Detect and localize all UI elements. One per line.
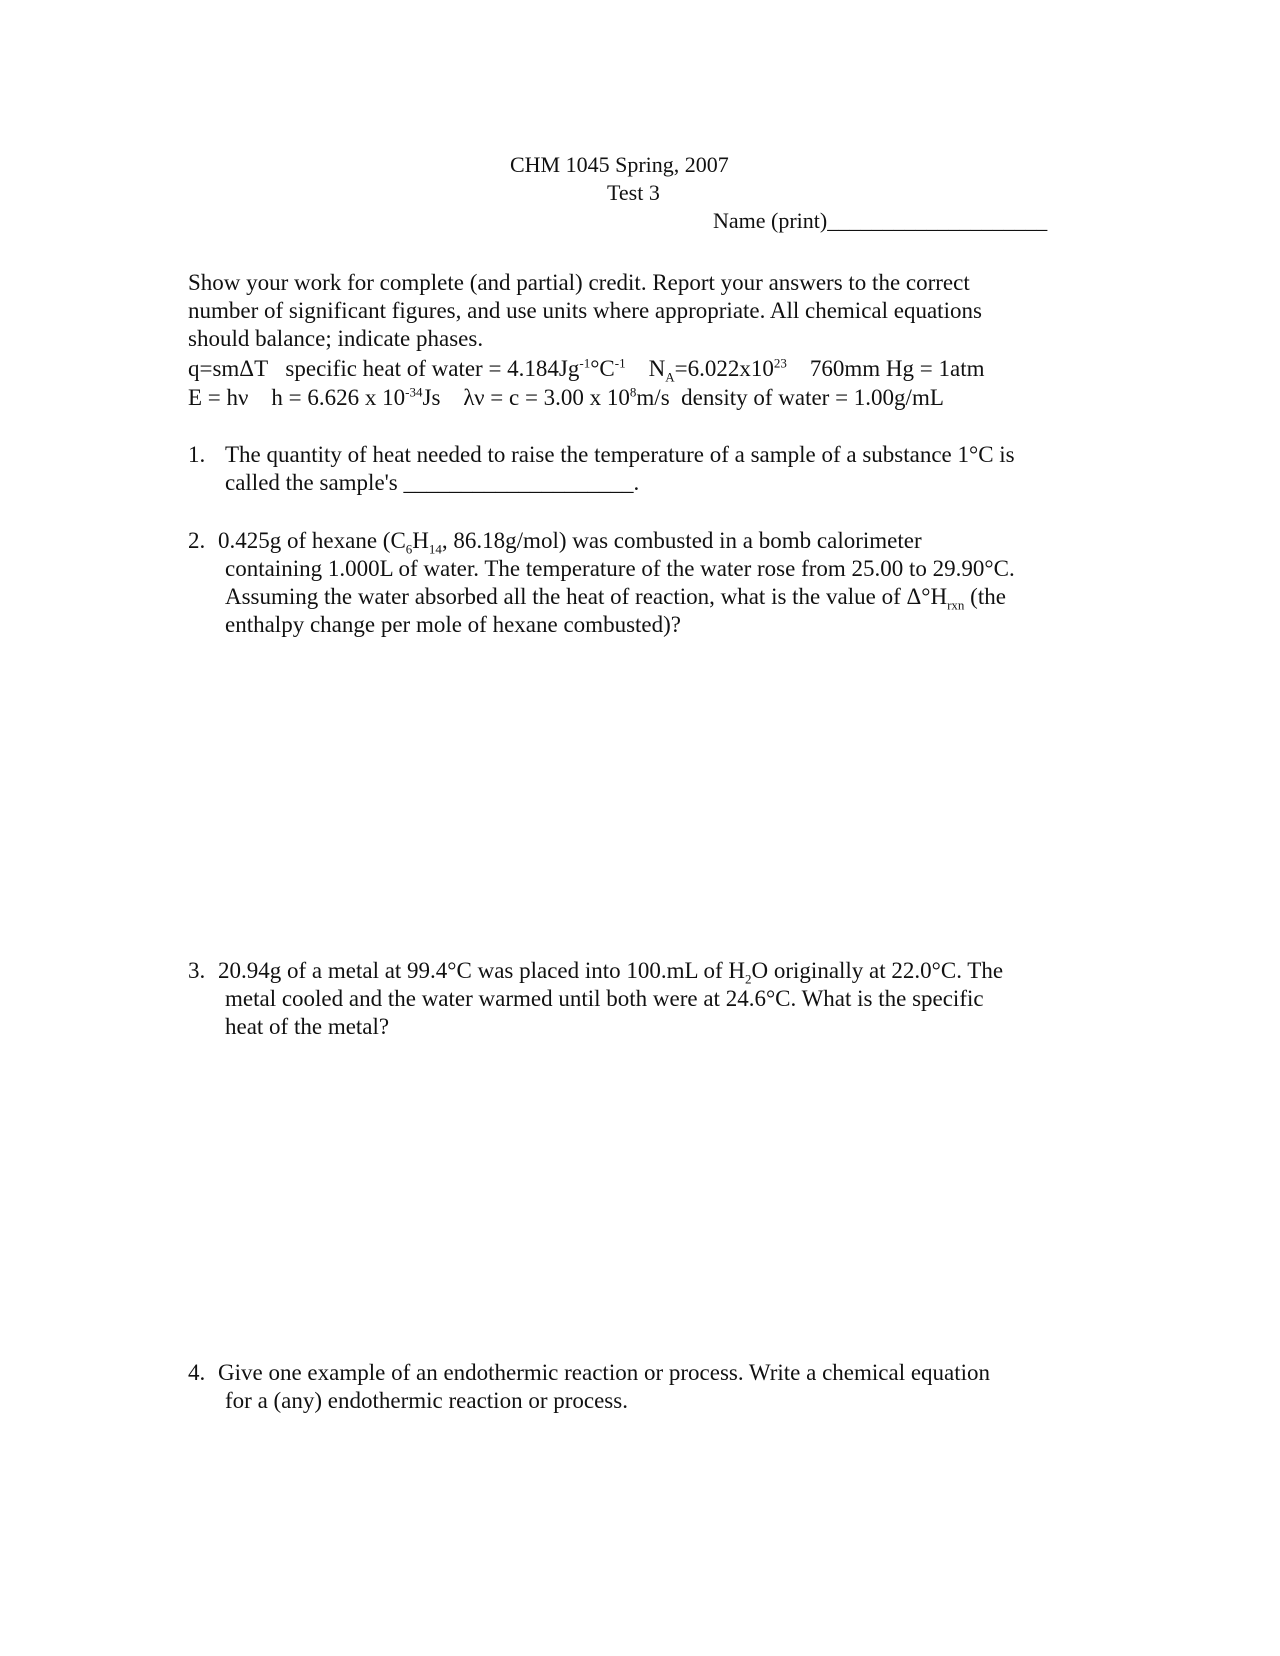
question-2-line-1: 0.425g of hexane ($C_6H_{14}$, 86.18g/mol) was combusted in a bomb calorimeter <box>218 528 922 557</box>
question-4-line-1: Give one example of an endothermic reaction or process. Write a chemical equation <box>218 1360 991 1385</box>
constants-row-2 <box>188 384 1168 412</box>
question-2-line-3: Assuming the water absorbed all the heat of reaction, what is the value of $\Delta^\circ H_{rxn}$ (the <box>225 584 1006 613</box>
speed-of-light: λν = c = 3.00 x $10^8m/s$ <box>463 384 670 410</box>
density-water: density of water = 1.00g/mL <box>681 385 944 410</box>
pressure-conversion: 760mm Hg = 1atm <box>809 356 985 381</box>
specific-heat-water: specific heat of water = $4.184Jg^{-1}^\circ C^{-1}$ <box>285 355 626 381</box>
question-4-number: 4. <box>188 1360 206 1385</box>
heat-formula: q=smΔT <box>188 356 269 381</box>
question-1-line-1: The quantity of heat needed to raise the temperature of a sample of a substance 1°C is <box>225 442 1015 467</box>
name-print-line: Name (print)____________________ <box>713 208 1048 233</box>
question-1-number: 1. <box>188 442 206 467</box>
question-3-number: 3. <box>188 958 206 983</box>
course-title: CHM 1045 Spring, 2007 <box>510 152 729 177</box>
question-2-line-2: containing 1.000L of water. The temperature of the water rose from 25.00 to 29.90°C. <box>225 556 1015 581</box>
question-4-line-2: for a (any) endothermic reaction or process. <box>225 1388 628 1413</box>
question-2-line-4: enthalpy change per mole of hexane combusted)? <box>225 612 681 637</box>
instructions-line-2: number of significant figures, and use units where appropriate. All chemical equations <box>188 298 982 323</box>
question-3-line-3: heat of the metal? <box>225 1014 390 1039</box>
instructions-line-3: should balance; indicate phases. <box>188 326 484 351</box>
avogadro-number: $N_A=6.022x10^{23}$ <box>648 355 787 385</box>
planck-constant: h = 6.626 x $10^{-34}Js$ <box>271 384 441 410</box>
question-3-line-1: 20.94g of a metal at 99.4°C was placed into 100.mL of $H_2O$ originally at 22.0°C. The <box>218 958 1004 987</box>
question-1-line-2: called the sample's ____________________. <box>225 470 640 495</box>
photon-energy: E = hν <box>188 385 249 410</box>
test-title: Test 3 <box>607 180 660 205</box>
question-3-line-2: metal cooled and the water warmed until both were at 24.6°C. What is the specific <box>225 986 984 1011</box>
constants-row-1 <box>188 355 1168 383</box>
instructions-line-1: Show your work for complete (and partial) credit. Report your answers to the correct <box>188 270 970 295</box>
question-2-number: 2. <box>188 528 206 553</box>
